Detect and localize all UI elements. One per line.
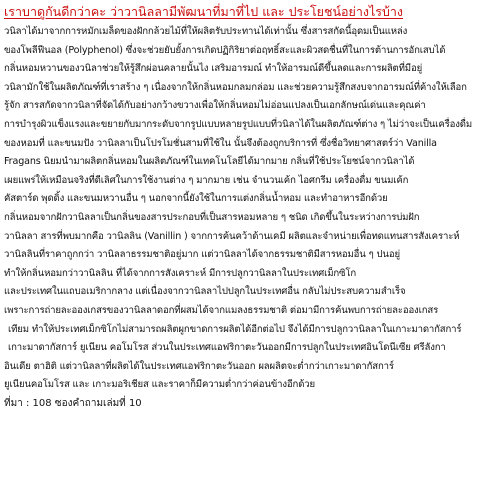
body-line: วนิลาได้มาจากการหมักเมล็ดของฝักกล้วยไม้ที่ให้ผลิตรับประทานได้เท่านั้น ซึ่งสารสกัดนี้อุดมเป็นแหล่ง [4,26,408,37]
body-line: อินเดีย ตาฮิติ แต่วานิลลาที่ผลิตได้ในประเทศแอฟริกาตะวันออก ผลผลิตจะต่ำกว่าเกาะมาดากัสการ์ [4,360,394,372]
body-line: คัสตาร์ด พุดดิ้ง และขนมหวานอื่น ๆ นอกจากนี้ยังใช้ในการแต่งกลิ่นน้ำหอม และทำอาหารอีกด้วย [4,193,388,205]
article-title: เราบาดูกันดีกว่าคะ ว่าวานิลลามีพัฒนาที่มาที่ไป และ ประโยชน์อย่างไรบ้าง [4,4,404,19]
body-line: การบำรุงผิวแข็งแรงและขยายกับมากระดับจากรูปแบบหลายรูปแบบที่วนิลาได้ในผลิตภัณฑ์ต่าง ๆ ไม่ว่าจะเป็นเครื่องดื่ม [4,118,472,130]
body-line: ยูเนียนคอโมโรส และ เกาะมอริเชียส และราคาก็มีความต่ำกว่าค่อนข้างอีกด้วย [4,379,315,391]
body-line: ของโพลีฟีนอล (Polyphenol) ซึ่งจะช่วยยับยั้งการเกิดปฏิกิริยาต่อฤทธิ์สะและผิวสดชื่นที่ในการต้านการอักเสบได้ [4,44,446,56]
body-line: กลิ่นหอมจากฝักวานิลลาเป็นกลิ่นของสารประกอบที่เป็นสารหอมหลาย ๆ ชนิด เกิดขึ้นในระหว่างการบ่มฝัก [4,211,420,223]
body-line: วนิลามักใช้ในผลิตภัณฑ์ที่เราสร้าง ๆ เนื่องจากให้กลิ่นหอมกลมกล่อม และช่วยความรู้สึกสงบจากอารมณ์ที่ค้างให้เลือก [4,81,467,93]
body-line: ทำให้กลิ่นหอมกว่าวานิลลิน ที่ได้จากการสังเคราะห์ มีการปลูกวานิลลาในประเทศเม็กซิโก [4,267,357,279]
article-body [4,23,496,395]
body-line: วานิลลินที่ราคาถูกกว่า วานิลลาธรรมชาติอยู่มาก แต่วานิลลาได้จากธรรมชาติมีสารหอมอื่น ๆ ปนอยู่ [4,249,400,261]
body-line: วานิลลา สารที่พบมากคือ วานิลลิน (Vanillin ) จากการค้นคว้าด้านเคมี ผลิตและจำหน่ายเพื่อทดแทนสารสังเคราะห์ [4,230,460,242]
article [4,2,496,413]
body-line: และประเทศในแถบอเมริกากลาง แต่เนื่องจากวานิลลาไปปลูกในประเทศอื่น กลับไม่ประสบความสำเร็จ [4,286,406,298]
body-line: ของหอมที่ และขนมปัง วานิลลาเป็นโปรโมชั่นสามที่ใช้ใน นั้นจึงต้องถูกบริการที่ ซึ่งชื่อวิทยาศาสตร์ว่า Vanilla [4,137,437,149]
body-line: เทียม ทำให้ประเทศเม็กซิโกไม่สามารถผลิตผูกขาดการผลิตได้อีกต่อไป จึงได้มีการปลูกวานิลลาในเกาะมาดากัสการ์ [8,323,462,335]
body-line: กลิ่นหอมหวานของวนิลาช่วยให้รู้สึกผ่อนคลายนั้นไง เสริมอารมณ์ ทำให้อารมณ์ดีขึ้นลดและการผลิตที่มีอยู่ [4,63,423,75]
body-line: เพราะการถ่ายละอองเกสรของวานิลลาดอกที่ผสมได้จากแมลงธรรมชาติ ต่อมามีการค้นพบการถ่ายละอองเกสร [4,304,439,316]
source-citation: ที่มา : 108 ซองคำถามเล่มที่ 10 [4,397,142,409]
body-line: เกาะมาดากัสการ์ ยูเนียน คอโมโรส ส่วนในประเทศแอฟริกาตะวันออกมีการปลูกในประเทศอินโดนีเซีย ศรีลังกา [8,342,446,354]
body-line: รู้จัก สารสกัดจากวนิลาที่จัดได้กับอย่างกว้างขวางเพื่อให้กลิ่นหอมไม่อ่อนแปลงเป็นเอกลักษณ์เด่นและคุณค่า [4,100,426,112]
body-line: Fragans นิยมนำมาผลิตกลิ่นหอมในผลิตภัณฑ์ในเทคโนโลยีได้มากมาย กลิ่นที่ใช้ประโยชน์จากวนิลาได้ [4,156,415,168]
body-line: เผยแพร่ให้เหมือนจริงที่ดีเลิศในการใช้งานต่าง ๆ มากมาย เช่น จำนวนเค้ก ไอศกรีม เครื่องดื่ม ขนมเค้ก [4,174,409,186]
